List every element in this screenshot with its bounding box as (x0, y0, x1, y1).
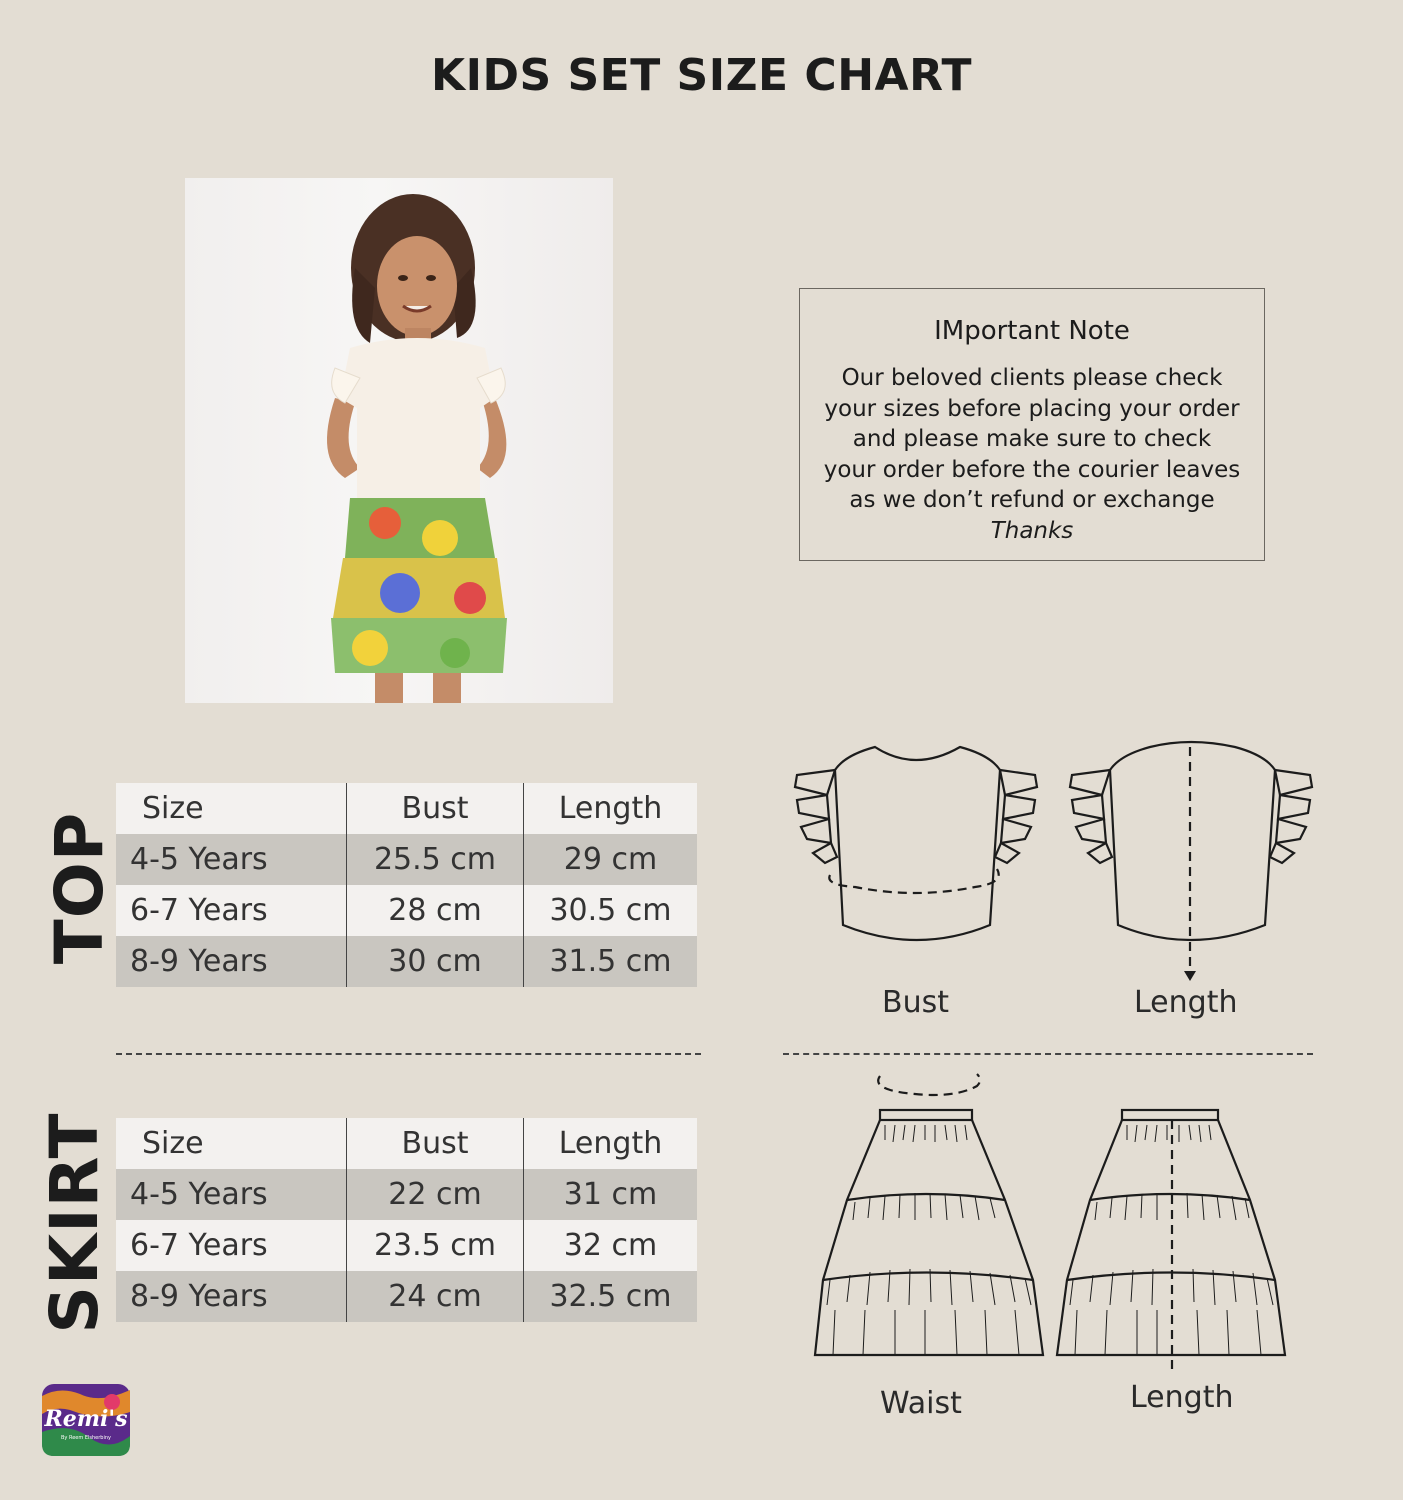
table-cell: 23.5 cm (347, 1220, 524, 1271)
table-cell: 30 cm (347, 936, 524, 987)
section-divider (116, 1053, 701, 1055)
skirt-garment-diagram (805, 1070, 1305, 1380)
top-bust-caption: Bust (882, 985, 949, 1020)
table-cell: 6-7 Years (130, 1228, 268, 1263)
note-thanks: Thanks (990, 517, 1074, 544)
table-cell: 24 cm (347, 1271, 524, 1322)
page-title: KIDS SET SIZE CHART (430, 50, 972, 101)
table-row (116, 1169, 697, 1220)
brand-logo (40, 1382, 132, 1458)
important-note-box (799, 288, 1265, 561)
note-line: and please make sure to check (852, 426, 1212, 452)
top-length-caption: Length (1134, 985, 1238, 1020)
table-cell: 8-9 Years (130, 944, 268, 979)
skirt-size-table (116, 1118, 697, 1322)
top-size-table (116, 783, 697, 987)
table-cell: 6-7 Years (130, 893, 268, 928)
table-cell: 31 cm (524, 1169, 698, 1220)
skirt-section-label: SKIRT (36, 1112, 113, 1334)
table-row (116, 1271, 697, 1322)
note-line: your order before the courier leaves (823, 456, 1241, 483)
note-line: your sizes before placing your order (824, 395, 1240, 422)
table-cell: 31.5 cm (524, 936, 698, 987)
table-cell: 32 cm (524, 1220, 698, 1271)
table-row (116, 936, 697, 987)
table-row (116, 885, 697, 936)
table-cell: 8-9 Years (130, 1279, 268, 1314)
table-cell: 4-5 Years (130, 1177, 268, 1212)
skirt-length-caption: Length (1130, 1380, 1234, 1415)
skirt-waist-caption: Waist (880, 1386, 962, 1421)
header-cell: Length (524, 1118, 698, 1169)
header-cell: Bust (347, 783, 524, 834)
header-cell: Length (524, 783, 698, 834)
table-cell: 32.5 cm (524, 1271, 698, 1322)
table-header-row (116, 1118, 697, 1169)
table-cell: 4-5 Years (130, 842, 268, 877)
logo-text: Remi's (44, 1406, 128, 1432)
table-cell: 25.5 cm (347, 834, 524, 885)
section-divider (783, 1053, 1313, 1055)
top-garment-diagram (785, 735, 1325, 995)
table-header-row (116, 783, 697, 834)
table-cell: 28 cm (347, 885, 524, 936)
table-cell: 22 cm (347, 1169, 524, 1220)
table-cell: 30.5 cm (524, 885, 698, 936)
note-line: as we don’t refund or exchange (849, 487, 1215, 513)
table-cell: 29 cm (524, 834, 698, 885)
table-row (116, 1220, 697, 1271)
note-line: Our beloved clients please check (841, 365, 1223, 391)
header-cell: Size (142, 1126, 204, 1161)
product-photo (185, 178, 613, 703)
header-cell: Size (142, 791, 204, 826)
note-heading: IMportant Note (934, 316, 1130, 346)
logo-subtext: By Reem Elsherbiny (61, 1435, 111, 1441)
top-section-label: TOP (41, 811, 118, 965)
table-row (116, 834, 697, 885)
note-body (800, 363, 1264, 546)
header-cell: Bust (347, 1118, 524, 1169)
